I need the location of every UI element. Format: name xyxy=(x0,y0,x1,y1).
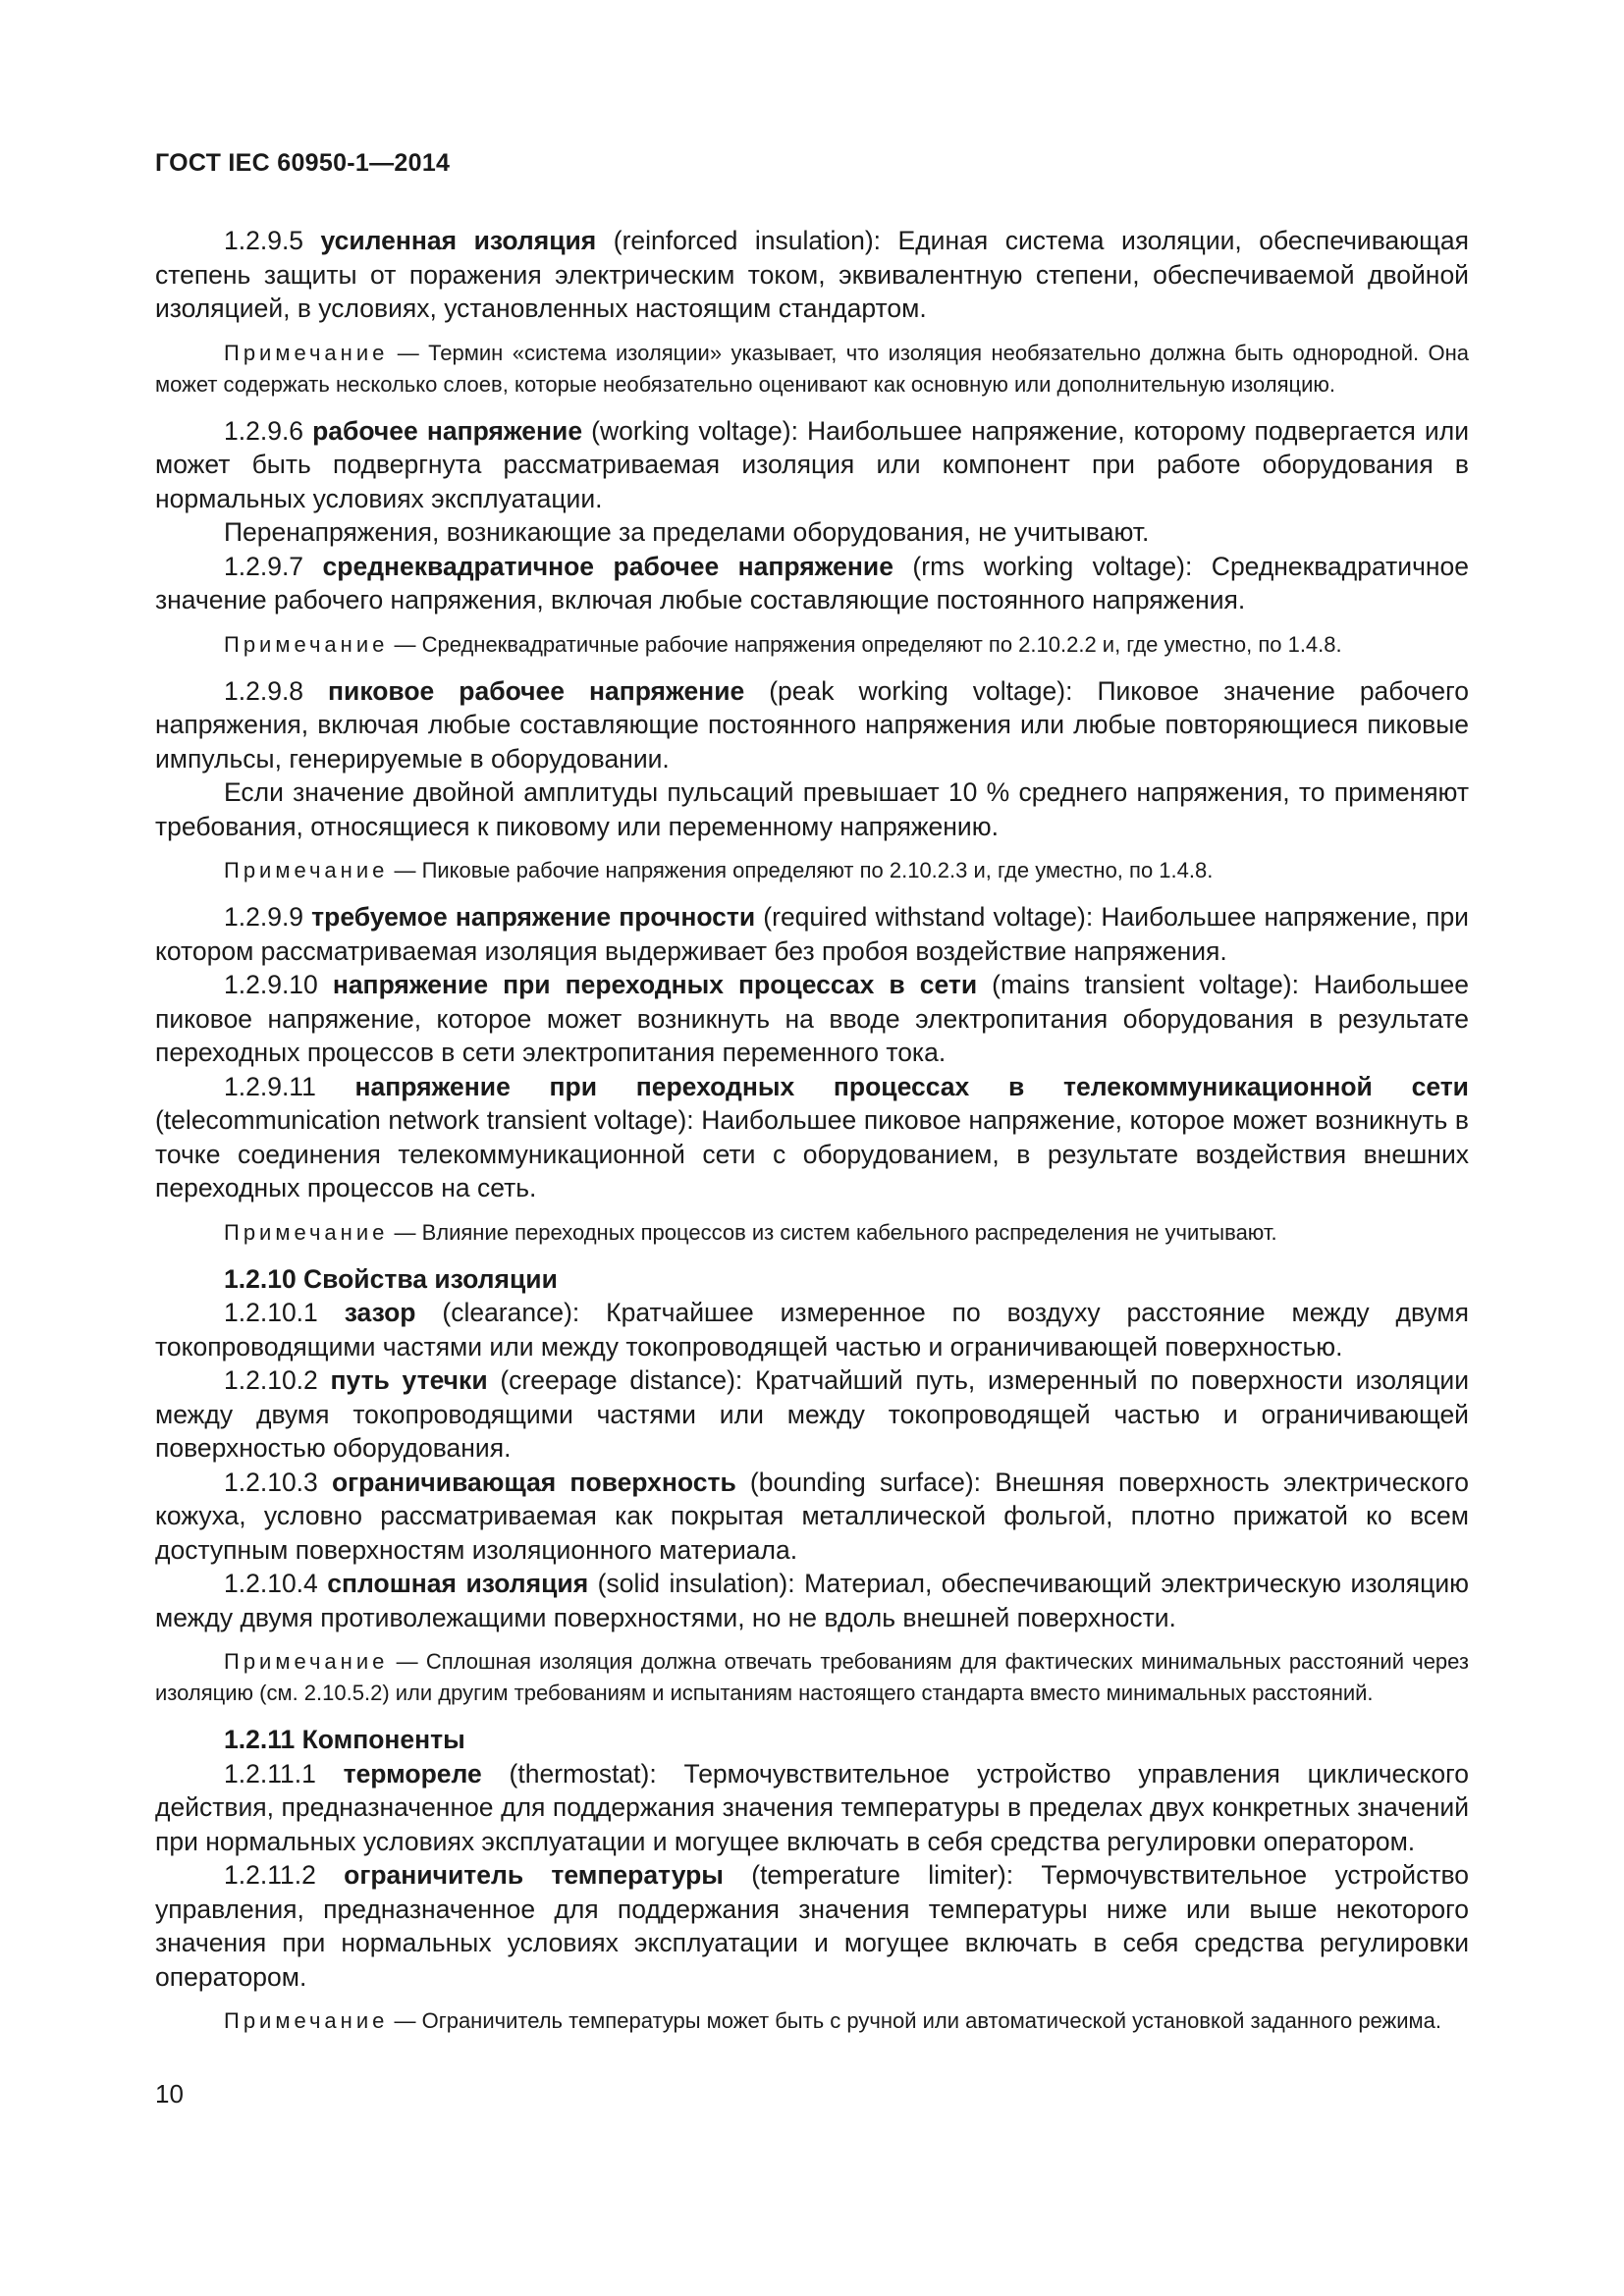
term: сплошная изоляция xyxy=(327,1569,589,1598)
term: напряжение при переходных процессах в телекоммуникационной сети xyxy=(354,1071,1469,1101)
clause-number: 1.2.9.7 xyxy=(224,551,323,581)
term: усиленная изоляция xyxy=(320,226,597,255)
clause-1-2-9-8 xyxy=(155,674,1469,776)
clause-1-2-10-1 xyxy=(155,1296,1469,1363)
clause-number: 1.2.9.6 xyxy=(224,415,313,446)
note-text: Сплошная изоляция должна отвечать требованиям для фактических минимальных расстояний через изоляцию (см. 2.10.5.2) или другим требованиям и испытаниям настоящего стандарта вместо минимальных расстояний. xyxy=(155,1649,1469,1705)
note-label: Примечание xyxy=(224,858,389,882)
definition: (required withstand voltage): Наибольшее напряжение, при котором рассматриваемая изоляция выдерживает без пробоя воздействие напряжения. xyxy=(155,902,1469,966)
document-body xyxy=(155,224,1469,2051)
note: Примечание — Ограничитель температуры может быть с ручной или автоматической установкой заданного режима. xyxy=(224,2008,1442,2033)
clause-1-2-9-7 xyxy=(155,550,1469,617)
clause-1-2-11-2 xyxy=(155,1858,1469,1994)
note: Примечание — Термин «система изоляции» указывает, что изоляция необязательно должна быть однородной. Она может содержать несколько слоев, которые необязательно оценивают как основную или дополнительную изоляцию. xyxy=(155,340,1469,397)
clause-number: 1.2.11.1 xyxy=(224,1758,344,1789)
page-number: 10 xyxy=(155,2079,184,2109)
note-text: Ограничитель температуры может быть с ручной или автоматической установкой заданного режима. xyxy=(421,2008,1442,2033)
definition: (rms working voltage): Среднеквадратичное значение рабочего напряжения, включая любые составляющие постоянного напряжения. xyxy=(155,551,1469,614)
term: пиковое рабочее напряжение xyxy=(328,675,745,706)
clause-1-2-9-6 xyxy=(155,414,1469,516)
clause-1-2-10-2 xyxy=(155,1363,1469,1466)
note-label: Примечание xyxy=(224,1219,389,1245)
clause-1-2-9-5 xyxy=(155,224,1469,326)
clause-number: 1.2.10.1 xyxy=(224,1298,345,1327)
clause-1-2-9-11 xyxy=(155,1070,1469,1205)
paragraph: Перенапряжения, возникающие за пределами оборудования, не учитывают. xyxy=(224,517,1150,547)
note: Примечание — Сплошная изоляция должна отвечать требованиям для фактических минимальных расстояний через изоляцию (см. 2.10.5.2) или другим требованиям и испытаниям настоящего стандарта вместо минимальных расстояний. xyxy=(155,1649,1469,1705)
definition: (bounding surface): Внешняя поверхность электрического кожуха, условно рассматриваемая как покрытая металлической фольгой, плотно прижатой ко всем доступным поверхностям изоляционного материала. xyxy=(155,1467,1470,1565)
term: зазор xyxy=(344,1298,416,1327)
definition: (temperature limiter): Термочувствительное устройство управления, предназначенное для поддержания значения температуры ниже или выше некоторого значения при нормальных условиях эксплуатации и могущее включать в себя средства регулировки оператором. xyxy=(155,1860,1470,1992)
definition: (working voltage): Наибольшее напряжение, которому подвергается или может быть подвергнута рассматриваемая изоляция или компонент при работе оборудования в нормальных условиях эксплуатации. xyxy=(155,415,1469,513)
note-text: Пиковые рабочие напряжения определяют по 2.10.2.3 и, где уместно, по 1.4.8. xyxy=(421,858,1214,882)
term: термореле xyxy=(343,1758,482,1789)
definition: (peak working voltage): Пиковое значение рабочего напряжения, включая любые составляющие постоянного напряжения или любые повторяющиеся пиковые импульсы, генерируемые в оборудовании. xyxy=(155,675,1469,774)
document-header: ГОСТ IEC 60950-1—2014 xyxy=(155,149,451,177)
definition: (clearance): Кратчайшее измеренное по воздуху расстояние между двумя токопроводящими частями или между токопроводящей частью и ограничивающей поверхностью. xyxy=(155,1298,1470,1362)
section-heading-1-2-10: 1.2.10 Свойства изоляции xyxy=(224,1263,558,1294)
clause-number: 1.2.10.3 xyxy=(224,1467,332,1497)
term: ограничитель температуры xyxy=(344,1860,724,1890)
clause-number: 1.2.9.8 xyxy=(224,675,329,706)
clause-1-2-9-10 xyxy=(155,968,1469,1070)
note-text: Среднеквадратичные рабочие напряжения определяют по 2.10.2.2 и, где уместно, по 1.4.8. xyxy=(421,631,1342,657)
section-heading-1-2-11: 1.2.11 Компоненты xyxy=(224,1725,465,1754)
clause-number: 1.2.10.2 xyxy=(224,1365,331,1395)
clause-1-2-9-9 xyxy=(155,900,1469,968)
clause-number: 1.2.9.9 xyxy=(224,902,312,932)
clause-1-2-10-4 xyxy=(155,1567,1469,1634)
note-label: Примечание xyxy=(224,631,389,657)
term: требуемое напряжение прочности xyxy=(311,902,756,932)
note-label: Примечание xyxy=(224,2008,389,2033)
note-text: Влияние переходных процессов из систем кабельного распределения не учитывают. xyxy=(421,1219,1277,1245)
definition: (telecommunication network transient voltage): Наибольшее пиковое напряжение, которое может возникнуть в точке соединения телекоммуникационной сети с оборудованием, в результате воздействия внешних переходных процессов на сеть. xyxy=(155,1105,1469,1202)
clause-number: 1.2.9.10 xyxy=(224,970,333,999)
note: Примечание — Влияние переходных процессов из систем кабельного распределения не учитывают. xyxy=(224,1219,1277,1245)
note: Примечание — Среднеквадратичные рабочие напряжения определяют по 2.10.2.2 и, где уместно, по 1.4.8. xyxy=(224,631,1342,657)
clause-number: 1.2.10.4 xyxy=(224,1569,328,1598)
clause-1-2-10-3 xyxy=(155,1466,1469,1568)
clause-number: 1.2.9.11 xyxy=(224,1071,355,1101)
term: ограничивающая поверхность xyxy=(331,1467,736,1497)
term: путь утечки xyxy=(330,1365,488,1395)
definition: (mains transient voltage): Наибольшее пиковое напряжение, которое может возникнуть на вводе электропитания оборудования в результате переходных процессов в сети электропитания переменного тока. xyxy=(155,970,1470,1067)
term: среднеквадратичное рабочее напряжение xyxy=(322,551,893,581)
term: напряжение при переходных процессах в сети xyxy=(332,970,978,999)
definition: (thermostat): Термочувствительное устройство управления циклического действия, предназначенное для поддержания значения температуры в пределах двух конкретных значений при нормальных условиях эксплуатации и могущее включать в себя средства регулировки оператором. xyxy=(155,1758,1469,1856)
definition: (creepage distance): Кратчайший путь, измеренный по поверхности изоляции между двумя токопроводящими частями или между токопроводящей частью и ограничивающей поверхностью оборудования. xyxy=(155,1365,1469,1463)
note-label: Примечание xyxy=(224,1649,389,1674)
note: Примечание — Пиковые рабочие напряжения определяют по 2.10.2.3 и, где уместно, по 1.4.8. xyxy=(224,858,1214,882)
clause-1-2-11-1 xyxy=(155,1757,1469,1859)
term: рабочее напряжение xyxy=(312,415,583,446)
clause-number: 1.2.11.2 xyxy=(224,1860,345,1890)
paragraph: Если значение двойной амплитуды пульсаций превышает 10 % среднего напряжения, то применяют требования, относящиеся к пиковому или переменному напряжению. xyxy=(155,777,1469,841)
definition: (solid insulation): Материал, обеспечивающий электрическую изоляцию между двумя противолежащими поверхностями, но не вдоль внешней поверхности. xyxy=(155,1569,1470,1632)
note-text: Термин «система изоляции» указывает, что изоляция необязательно должна быть однородной. Она может содержать несколько слоев, которые необязательно оценивают как основную или дополнительную изоляцию. xyxy=(155,340,1469,397)
note-label: Примечание xyxy=(224,340,389,365)
clause-number: 1.2.9.5 xyxy=(224,226,321,255)
definition: (reinforced insulation): Единая система изоляции, обеспечивающая степень защиты от поражения электрическим током, эквивалентную степени, обеспечиваемой двойной изоляцией, в условиях, установленных настоящим стандартом. xyxy=(155,226,1469,323)
